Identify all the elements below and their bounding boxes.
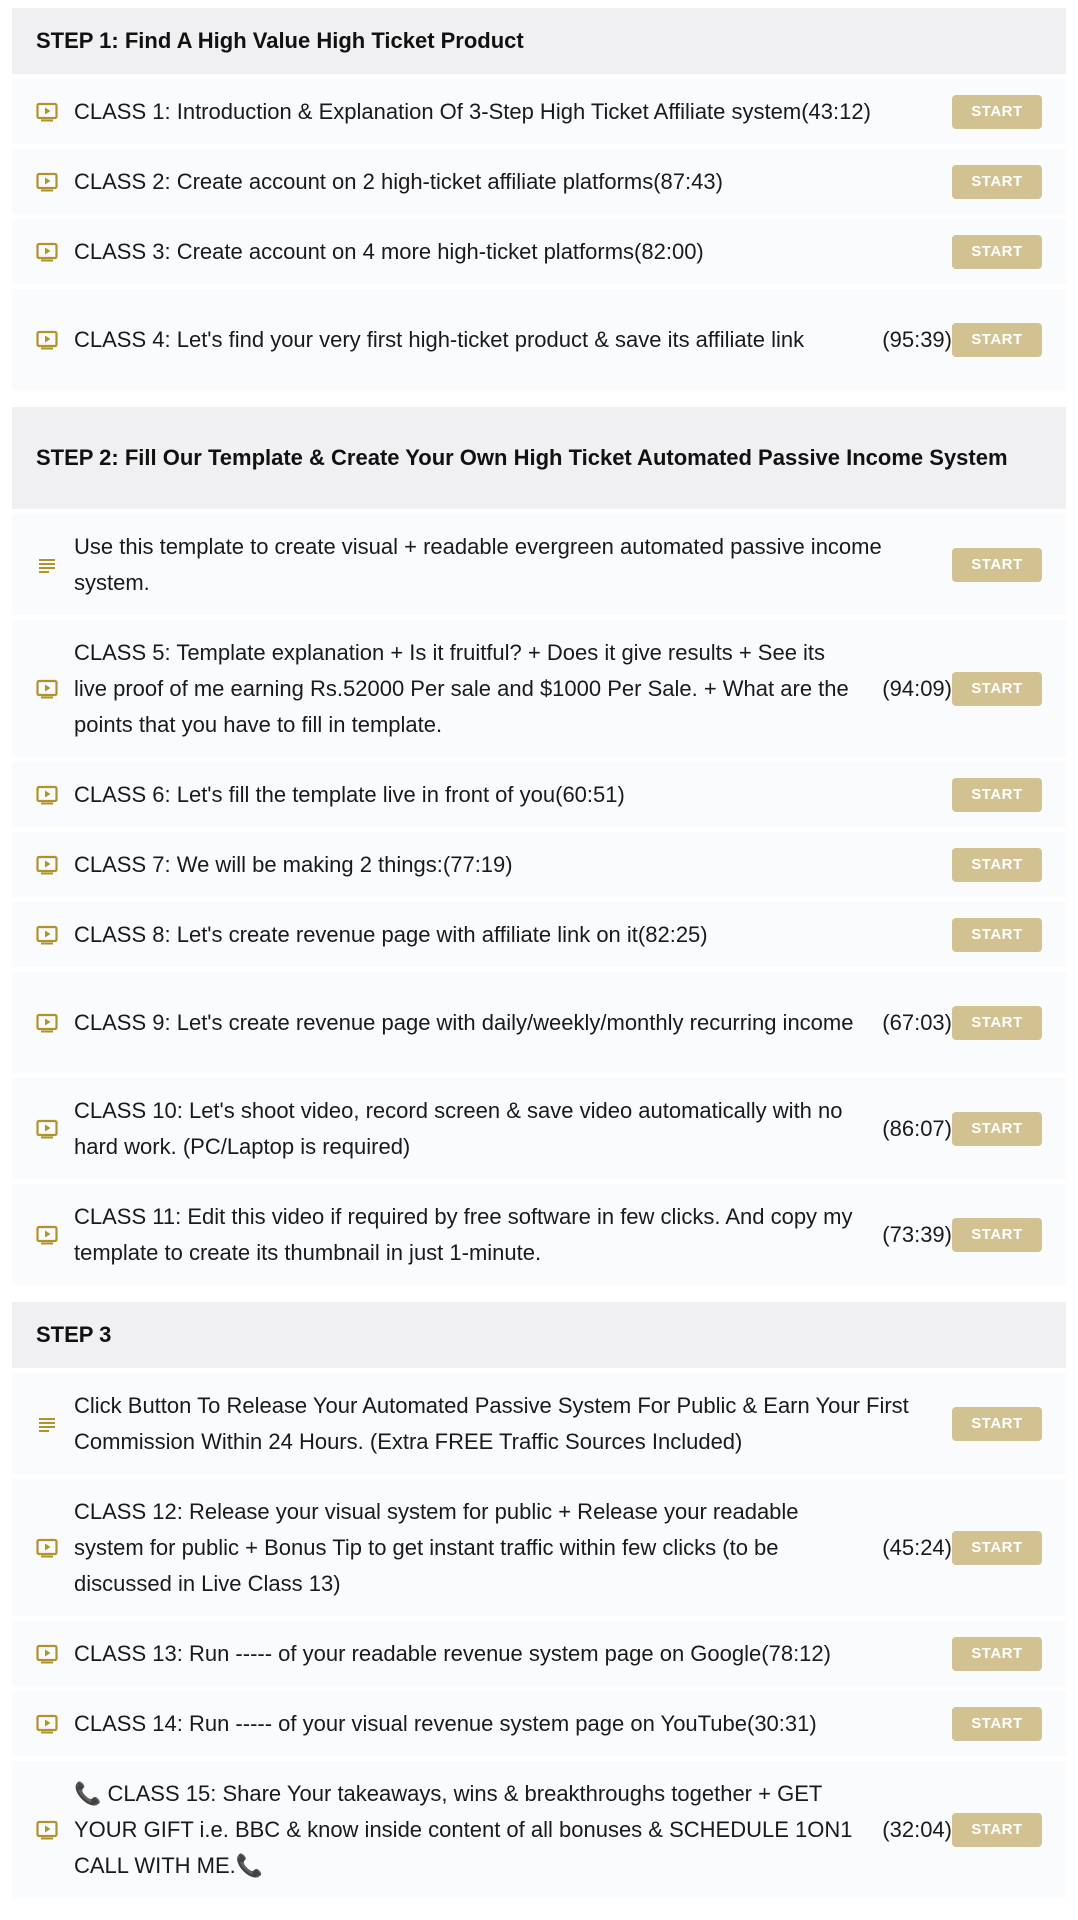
video-icon (36, 171, 58, 193)
lesson-row[interactable] (12, 1690, 1066, 1756)
start-button[interactable]: START (952, 778, 1042, 812)
lesson-title: 📞 CLASS 15: Share Your takeaways, wins & breakthroughs together + GET YOUR GIFT i.e. BBC & know inside content of all bonuses & SCHEDULE 1ON1 CALL WITH ME.📞 (74, 1780, 853, 1878)
lesson-row[interactable] (12, 1372, 1066, 1474)
video-icon (36, 241, 58, 263)
lesson-title: CLASS 1: Introduction & Explanation Of 3-Step High Ticket Affiliate system (74, 98, 802, 124)
start-button[interactable]: START (952, 1407, 1042, 1441)
lesson-duration: (45:24) (882, 1534, 952, 1560)
lesson-duration: (82:25) (637, 921, 708, 947)
lesson-row[interactable] (12, 1620, 1066, 1686)
lesson-row[interactable] (12, 619, 1066, 757)
lesson-title: CLASS 9: Let's create revenue page with daily/weekly/monthly recurring income (74, 1009, 854, 1035)
lesson-duration: (86:07) (882, 1115, 952, 1141)
start-button[interactable]: START (952, 548, 1042, 582)
video-icon (36, 678, 58, 700)
lesson-row[interactable] (12, 78, 1066, 144)
lesson-row[interactable] (12, 1077, 1066, 1179)
lesson-row[interactable] (12, 218, 1066, 284)
lesson-duration: (73:39) (882, 1221, 952, 1247)
lesson-duration: (78:12) (761, 1640, 831, 1666)
section-step-3 (12, 1302, 1066, 1898)
section-title: STEP 1: Find A High Value High Ticket Product (12, 8, 1066, 74)
video-icon (36, 1012, 58, 1034)
video-icon (36, 1643, 58, 1665)
video-icon (36, 784, 58, 806)
start-button[interactable]: START (952, 323, 1042, 357)
lesson-duration: (77:19) (442, 851, 513, 877)
lesson-duration: (82:00) (634, 238, 704, 264)
lesson-title: Click Button To Release Your Automated Passive System For Public & Earn Your First Commission Within 24 Hours. (Extra FREE Traffic Sources Included) (74, 1392, 909, 1454)
lesson-row[interactable] (12, 901, 1066, 967)
lesson-title: CLASS 7: We will be making 2 things: (74, 851, 443, 877)
video-icon (36, 101, 58, 123)
lesson-title: Use this template to create visual + readable evergreen automated passive income system. (74, 533, 882, 595)
start-button[interactable]: START (952, 1813, 1042, 1847)
lesson-row[interactable] (12, 1760, 1066, 1898)
start-button[interactable]: START (952, 1637, 1042, 1671)
text-lines-icon (36, 554, 58, 576)
section-step-2 (12, 407, 1066, 1285)
start-button[interactable]: START (952, 95, 1042, 129)
video-icon (36, 329, 58, 351)
lesson-row[interactable] (12, 971, 1066, 1073)
lesson-title: CLASS 2: Create account on 2 high-ticket affiliate platforms (74, 168, 654, 194)
lesson-duration: (95:39) (882, 326, 952, 352)
lesson-title: CLASS 13: Run ----- of your readable revenue system page on Google (74, 1640, 762, 1666)
lesson-duration: (67:03) (882, 1009, 952, 1035)
lesson-title: CLASS 10: Let's shoot video, record screen & save video automatically with no hard work. (PC/Laptop is required) (74, 1097, 843, 1159)
start-button[interactable]: START (952, 672, 1042, 706)
lesson-title: CLASS 5: Template explanation + Is it fruitful? + Does it give results + See its live proof of me earning Rs.52000 Per sale and $1000 Per Sale. + What are the points that you have to fill in template. (74, 639, 849, 737)
lesson-duration: (32:04) (882, 1816, 952, 1842)
lesson-row[interactable] (12, 288, 1066, 390)
lesson-row[interactable] (12, 148, 1066, 214)
video-icon (36, 1224, 58, 1246)
lesson-title: CLASS 8: Let's create revenue page with affiliate link on it (74, 921, 638, 947)
video-icon (36, 854, 58, 876)
video-icon (36, 1537, 58, 1559)
lesson-row[interactable] (12, 1183, 1066, 1285)
section-step-1 (12, 8, 1066, 390)
start-button[interactable]: START (952, 1531, 1042, 1565)
section-title: STEP 3 (12, 1302, 1066, 1368)
video-icon (36, 1819, 58, 1841)
video-icon (36, 1118, 58, 1140)
lesson-title: CLASS 4: Let's find your very first high-ticket product & save its affiliate link (74, 326, 805, 352)
video-icon (36, 1713, 58, 1735)
lesson-duration: (87:43) (653, 168, 723, 194)
lesson-duration: (30:31) (747, 1710, 817, 1736)
lesson-duration: (94:09) (882, 675, 952, 701)
start-button[interactable]: START (952, 235, 1042, 269)
start-button[interactable]: START (952, 1218, 1042, 1252)
lesson-duration: (43:12) (801, 98, 871, 124)
start-button[interactable]: START (952, 1707, 1042, 1741)
start-button[interactable]: START (952, 1006, 1042, 1040)
lesson-title: CLASS 6: Let's fill the template live in front of you (74, 781, 556, 807)
lesson-title: CLASS 14: Run ----- of your visual revenue system page on YouTube (74, 1710, 747, 1736)
lesson-title: CLASS 12: Release your visual system for public + Release your readable system for public + Bonus Tip to get instant traffic within few clicks (to be discussed in Live Class 13) (74, 1498, 799, 1596)
start-button[interactable]: START (952, 165, 1042, 199)
section-title: STEP 2: Fill Our Template & Create Your Own High Ticket Automated Passive Income System (12, 407, 1066, 509)
lesson-row[interactable] (12, 761, 1066, 827)
lesson-row[interactable] (12, 831, 1066, 897)
lesson-title: CLASS 3: Create account on 4 more high-ticket platforms (74, 238, 635, 264)
start-button[interactable]: START (952, 1112, 1042, 1146)
start-button[interactable]: START (952, 918, 1042, 952)
lesson-duration: (60:51) (555, 781, 625, 807)
lesson-title: CLASS 11: Edit this video if required by free software in few clicks. And copy my template to create its thumbnail in just 1-minute. (74, 1203, 853, 1265)
text-lines-icon (36, 1413, 58, 1435)
video-icon (36, 924, 58, 946)
lesson-row[interactable] (12, 1478, 1066, 1616)
start-button[interactable]: START (952, 848, 1042, 882)
lesson-row[interactable] (12, 513, 1066, 615)
